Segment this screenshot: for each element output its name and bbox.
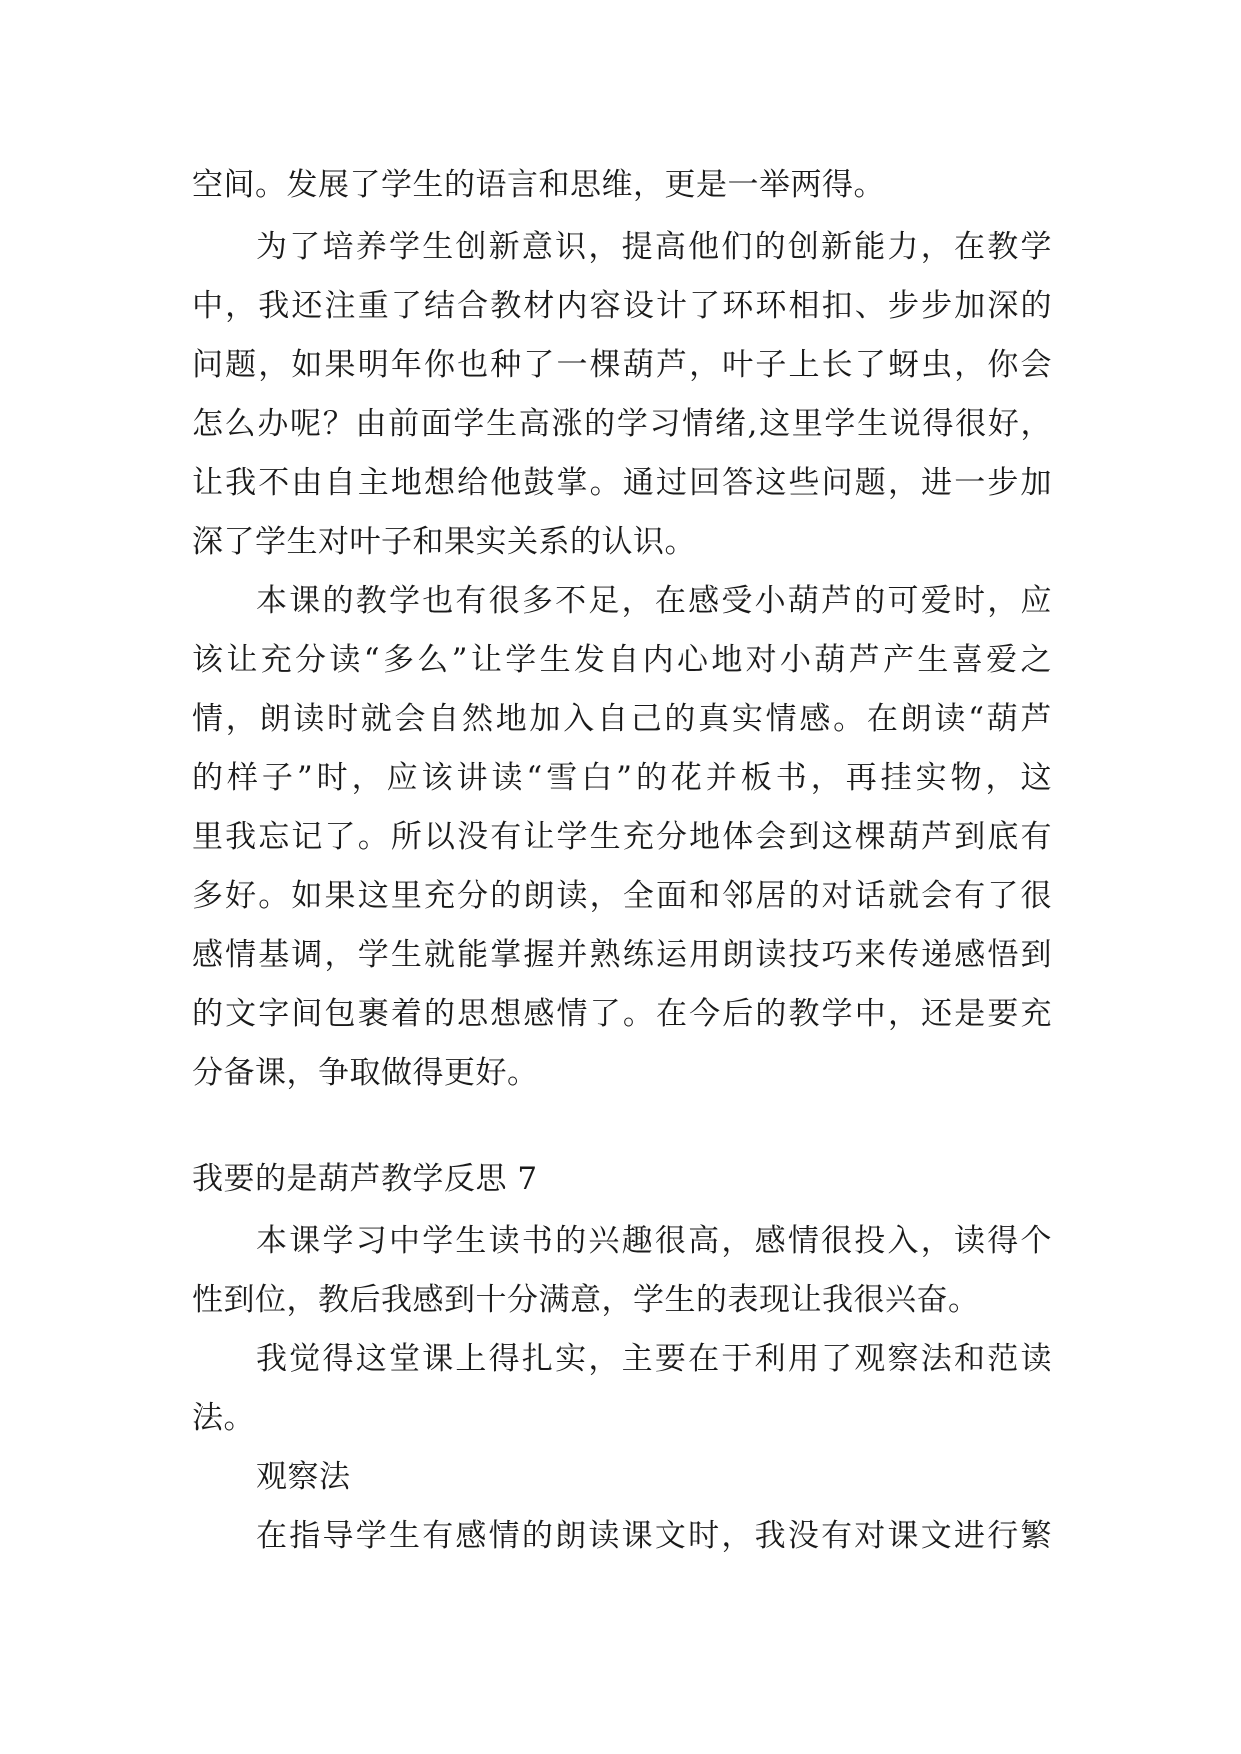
paragraph-first-line: 本课学习中学生读书的兴趣很高，感情很投入，读得个	[256, 1223, 1052, 1259]
text-line: 性到位，教后我感到十分满意，学生的表现让我很兴奋。	[192, 1282, 980, 1318]
text-line: 空间。发展了学生的语言和思维，更是一举两得。	[192, 167, 885, 203]
text-line: 感情基调，学生就能掌握并熟练运用朗读技巧来传递感悟到	[192, 937, 1052, 973]
text-line: 分备课，争取做得更好。	[192, 1055, 539, 1091]
subheading: 观察法	[256, 1459, 351, 1495]
text-line: 问题，如果明年你也种了一棵葫芦，叶子上长了蚜虫，你会	[192, 347, 1052, 383]
text-line: 的文字间包裹着的思想感情了。在今后的教学中，还是要充	[192, 996, 1052, 1032]
paragraph-first-line: 在指导学生有感情的朗读课文时，我没有对课文进行繁	[256, 1518, 1052, 1554]
text-line: 多好。如果这里充分的朗读，全面和邻居的对话就会有了很	[192, 878, 1052, 914]
text-line: 怎么办呢？由前面学生高涨的学习情绪,这里学生说得很好，	[192, 406, 1052, 442]
paragraph-first-line: 为了培养学生创新意识，提高他们的创新能力，在教学	[256, 229, 1052, 265]
paragraph-first-line: 我觉得这堂课上得扎实，主要在于利用了观察法和范读	[256, 1341, 1052, 1377]
text-line: 情，朗读时就会自然地加入自己的真实情感。在朗读“葫芦	[192, 701, 1052, 737]
text-line: 让我不由自主地想给他鼓掌。通过回答这些问题，进一步加	[192, 465, 1052, 501]
text-line: 里我忘记了。所以没有让学生充分地体会到这棵葫芦到底有	[192, 819, 1052, 855]
paragraph-first-line: 本课的教学也有很多不足，在感受小葫芦的可爱时，应	[256, 583, 1052, 619]
section-heading: 我要的是葫芦教学反思 7	[192, 1161, 538, 1197]
text-line: 该让充分读“多么”让学生发自内心地对小葫芦产生喜爱之	[192, 642, 1052, 678]
text-line: 中，我还注重了结合教材内容设计了环环相扣、步步加深的	[192, 288, 1052, 324]
text-line: 深了学生对叶子和果实关系的认识。	[192, 524, 696, 560]
text-line: 的样子”时，应该讲读“雪白”的花并板书，再挂实物，这	[192, 760, 1052, 796]
text-line: 法。	[192, 1400, 255, 1436]
